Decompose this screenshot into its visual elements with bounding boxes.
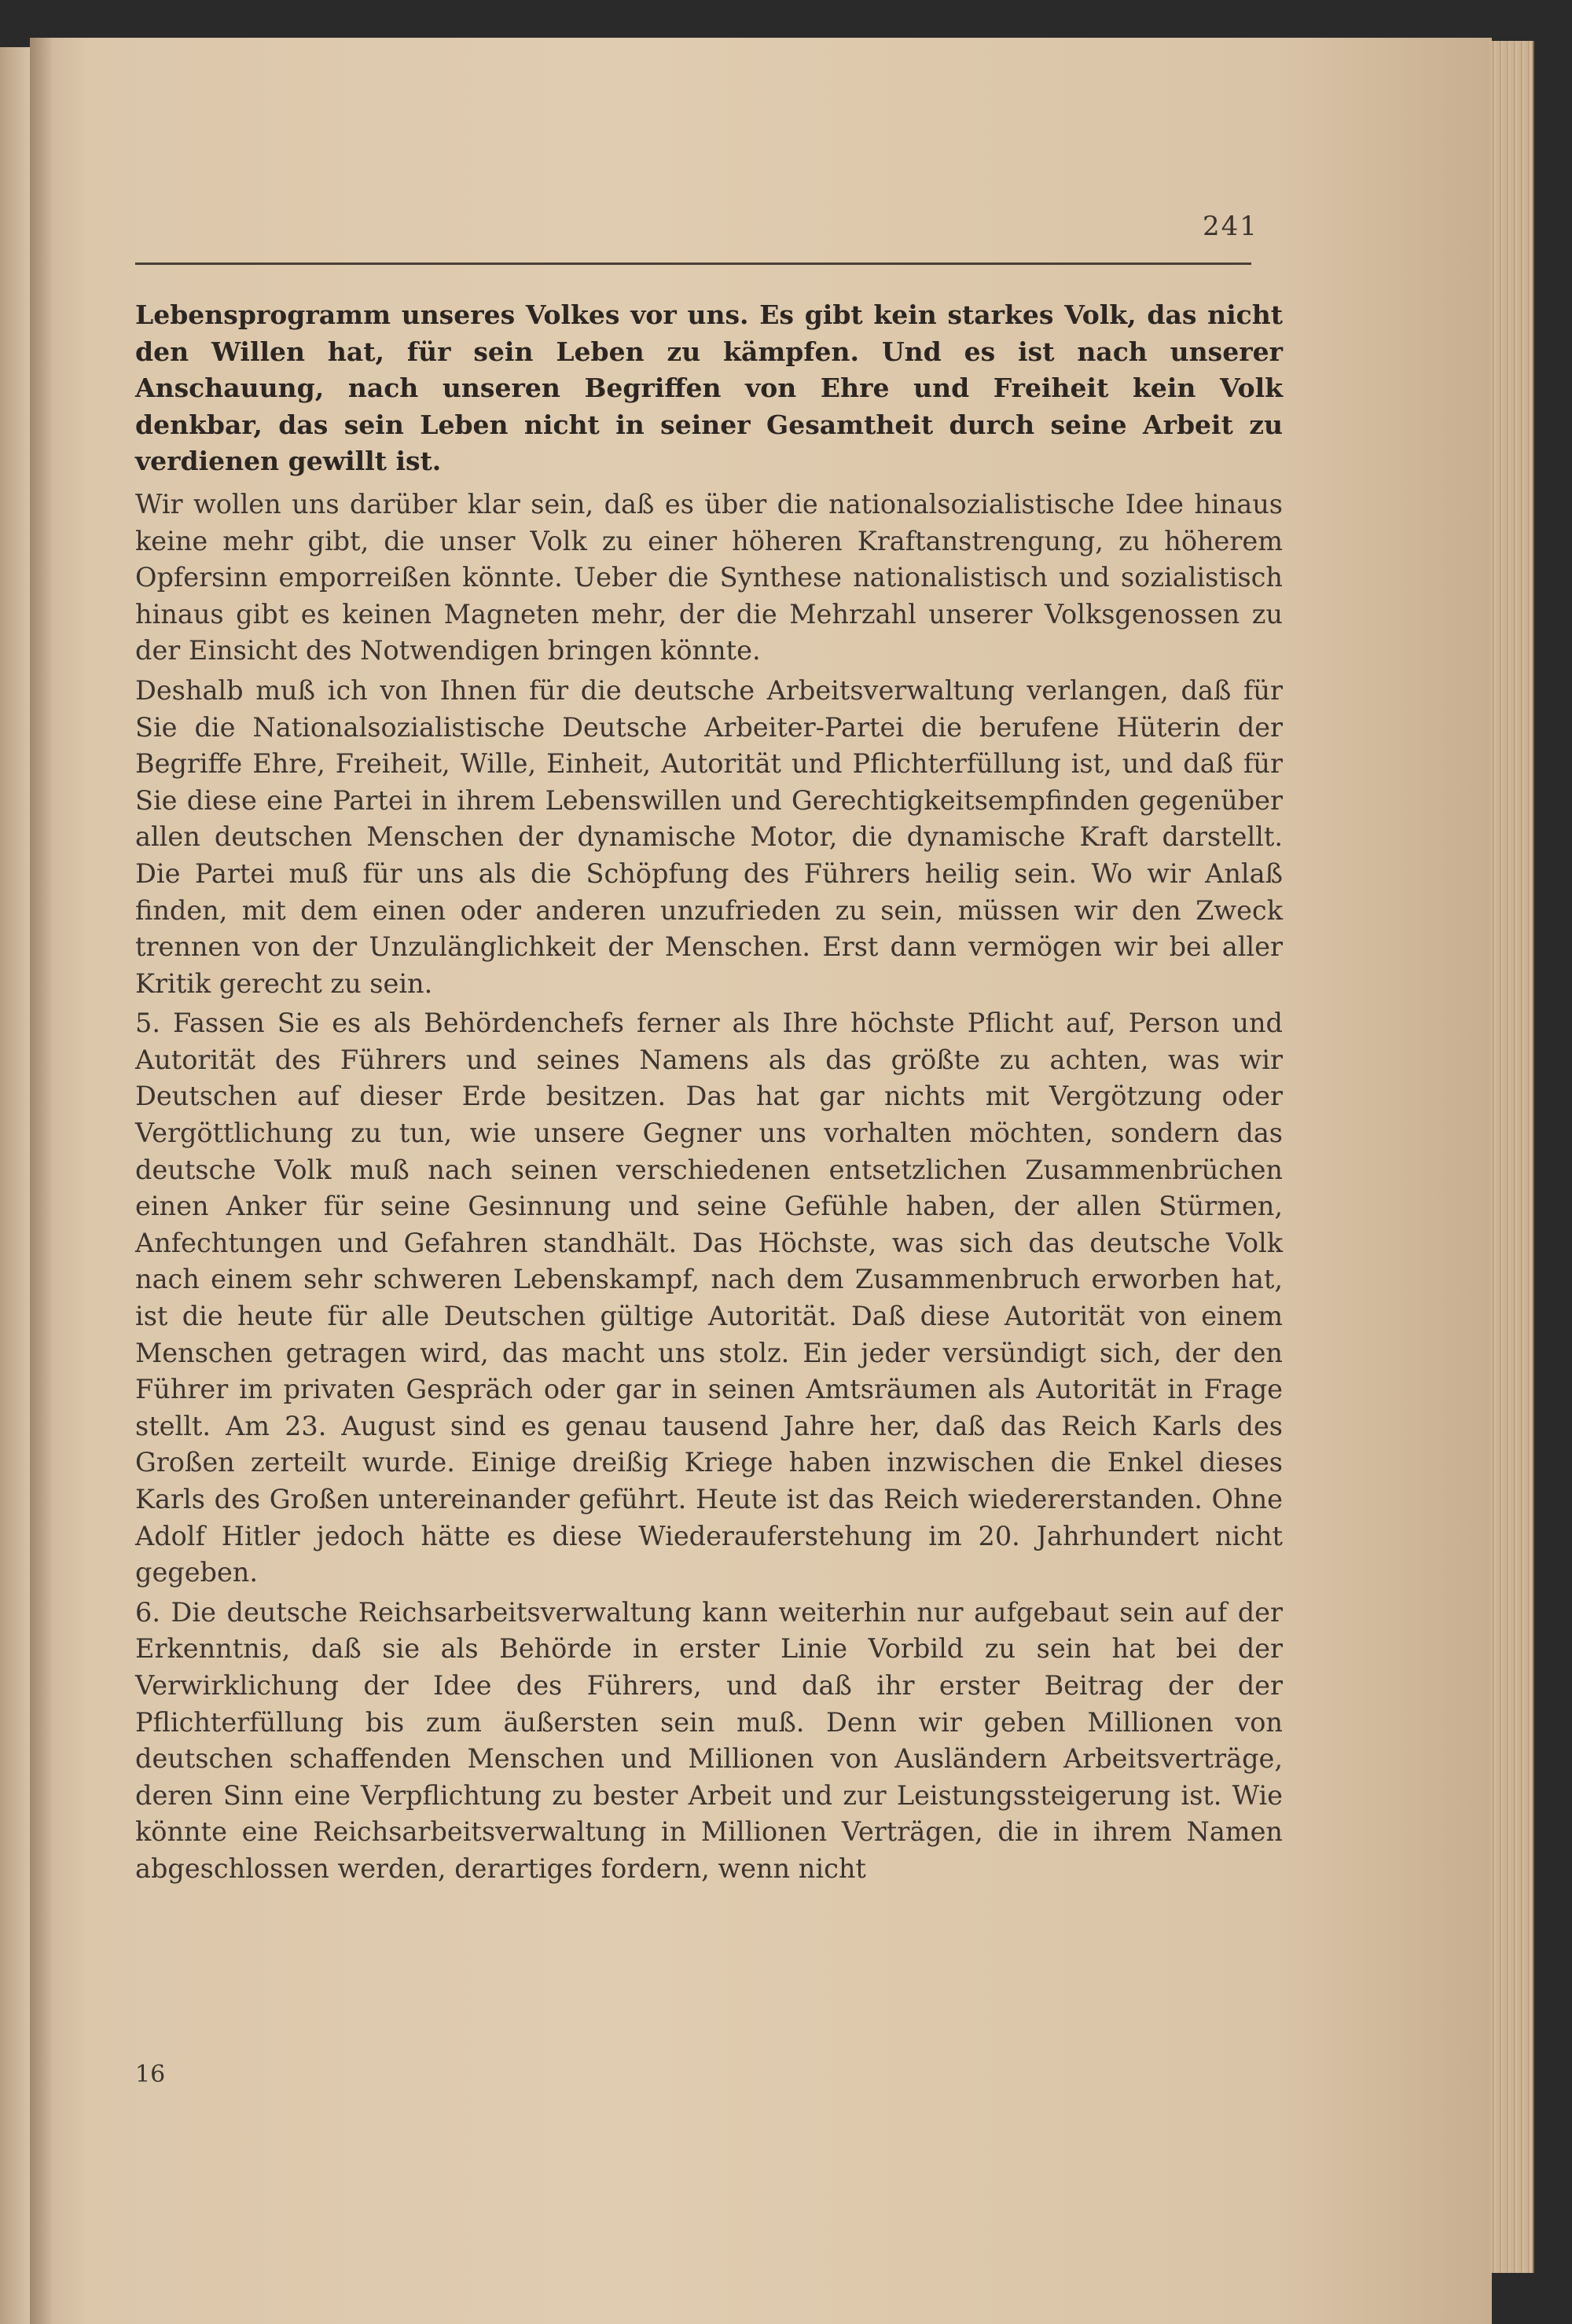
paragraph-3: Deshalb muß ich von Ihnen für die deutsche Arbeitsverwaltung verlangen, daß für Sie die Nationalsozialistische Deutsche Arbeiter-Partei die berufene Hüterin der Begriffe Ehre, Freiheit, Wille, Einheit, Autorität und Pflichterfüllung ist, und daß für Sie diese eine Partei in ihrem Lebenswillen und Gerechtigkeitsempfinden gegenüber allen deutschen Menschen der dynamische Motor, die dynamische Kraft darstellt. Die Partei muß für uns als die Schöpfung des Führers heilig sein. Wo wir Anlaß finden, mit dem einen oder anderen unzufrieden zu sein, müssen wir den Zweck trennen von der Unzulänglichkeit der Menschen. Erst dann vermögen wir bei aller Kritik gerecht zu sein. <box>135 674 1283 999</box>
page-stack-edges <box>1489 41 1534 2273</box>
paragraph-5: 6. Die deutsche Reichsarbeitsverwaltung kann weiterhin nur aufgebaut sein auf der Erkenntnis, daß sie als Behörde in erster Linie Vorbild zu sein hat bei der Verwirklichung der Idee des Führers, und daß ihr erster Beitrag der der Pflichterfüllung bis zum äußersten sein muß. Denn wir geben Millionen von deutschen schaffenden Menschen und Millionen von Ausländern Arbeitsverträge, deren Sinn eine Verpflichtung zu bester Arbeit und zur Leistungssteigerung ist. Wie könnte eine Reichsarbeitsverwaltung in Millionen Verträgen, die in ihrem Namen abgeschlossen werden, derartiges fordern, wenn nicht <box>135 1596 1283 1884</box>
header-rule <box>135 263 1251 265</box>
paragraph-2: Wir wollen uns darüber klar sein, daß es über die nationalsozialistische Idee hinaus keine mehr gibt, die unser Volk zu einer höheren Kraftanstrengung, zu höherem Opfersinn emporreißen könnte. Ueber die Synthese nationalistisch und sozialistisch hinaus gibt es keinen Magneten mehr, der die Mehrzahl unserer Volksgenossen zu der Einsicht des Notwendigen bringen könnte. <box>135 488 1283 666</box>
paragraph-1: Lebensprogramm unseres Volkes vor uns. Es gibt kein starkes Volk, das nicht den Willen hat, für sein Leben zu kämpfen. Und es ist nach unserer Anschauung, nach unseren Begriffen von Ehre und Freiheit kein Volk denkbar, das sein Leben nicht in seiner Gesamtheit durch seine Arbeit zu verdienen gewillt ist. <box>135 299 1283 477</box>
page-number: 241 <box>1203 211 1258 242</box>
gutter-shadow <box>30 38 53 2324</box>
body-text <box>135 297 1283 1891</box>
signature-mark: 16 <box>135 2061 166 2088</box>
facing-page-edge <box>0 47 31 2324</box>
paragraph-4: 5. Fassen Sie es als Behördenchefs ferner als Ihre höchste Pflicht auf, Person und Autorität des Führers und seines Namens als das größte zu achten, was wir Deutschen auf dieser Erde besitzen. Das hat gar nichts mit Vergötzung oder Vergöttlichung zu tun, wie unsere Gegner uns vorhalten möchten, sondern das deutsche Volk muß nach seinen verschiedenen entsetzlichen Zusammenbrüchen einen Anker für seine Gesinnung und seine Gefühle haben, der allen Stürmen, Anfechtungen und Gefahren standhält. Das Höchste, was sich das deutsche Volk nach einem sehr schweren Lebenskampf, nach dem Zusammenbruch erworben hat, ist die heute für alle Deutschen gültige Autorität. Daß diese Autorität von einem Menschen getragen wird, das macht uns stolz. Ein jeder versündigt sich, der den Führer im privaten Gespräch oder gar in seinen Amtsräumen als Autorität in Frage stellt. Am 23. August sind es genau tausend Jahre her, daß das Reich Karls des Großen zerteilt wurde. Einige dreißig Kriege haben inzwischen die Enkel dieses Karls des Großen untereinander geführt. Heute ist das Reich wiedererstanden. Ohne Adolf Hitler jedoch hätte es diese Wiederauferstehung im 20. Jahrhundert nicht gegeben. <box>135 1008 1283 1588</box>
